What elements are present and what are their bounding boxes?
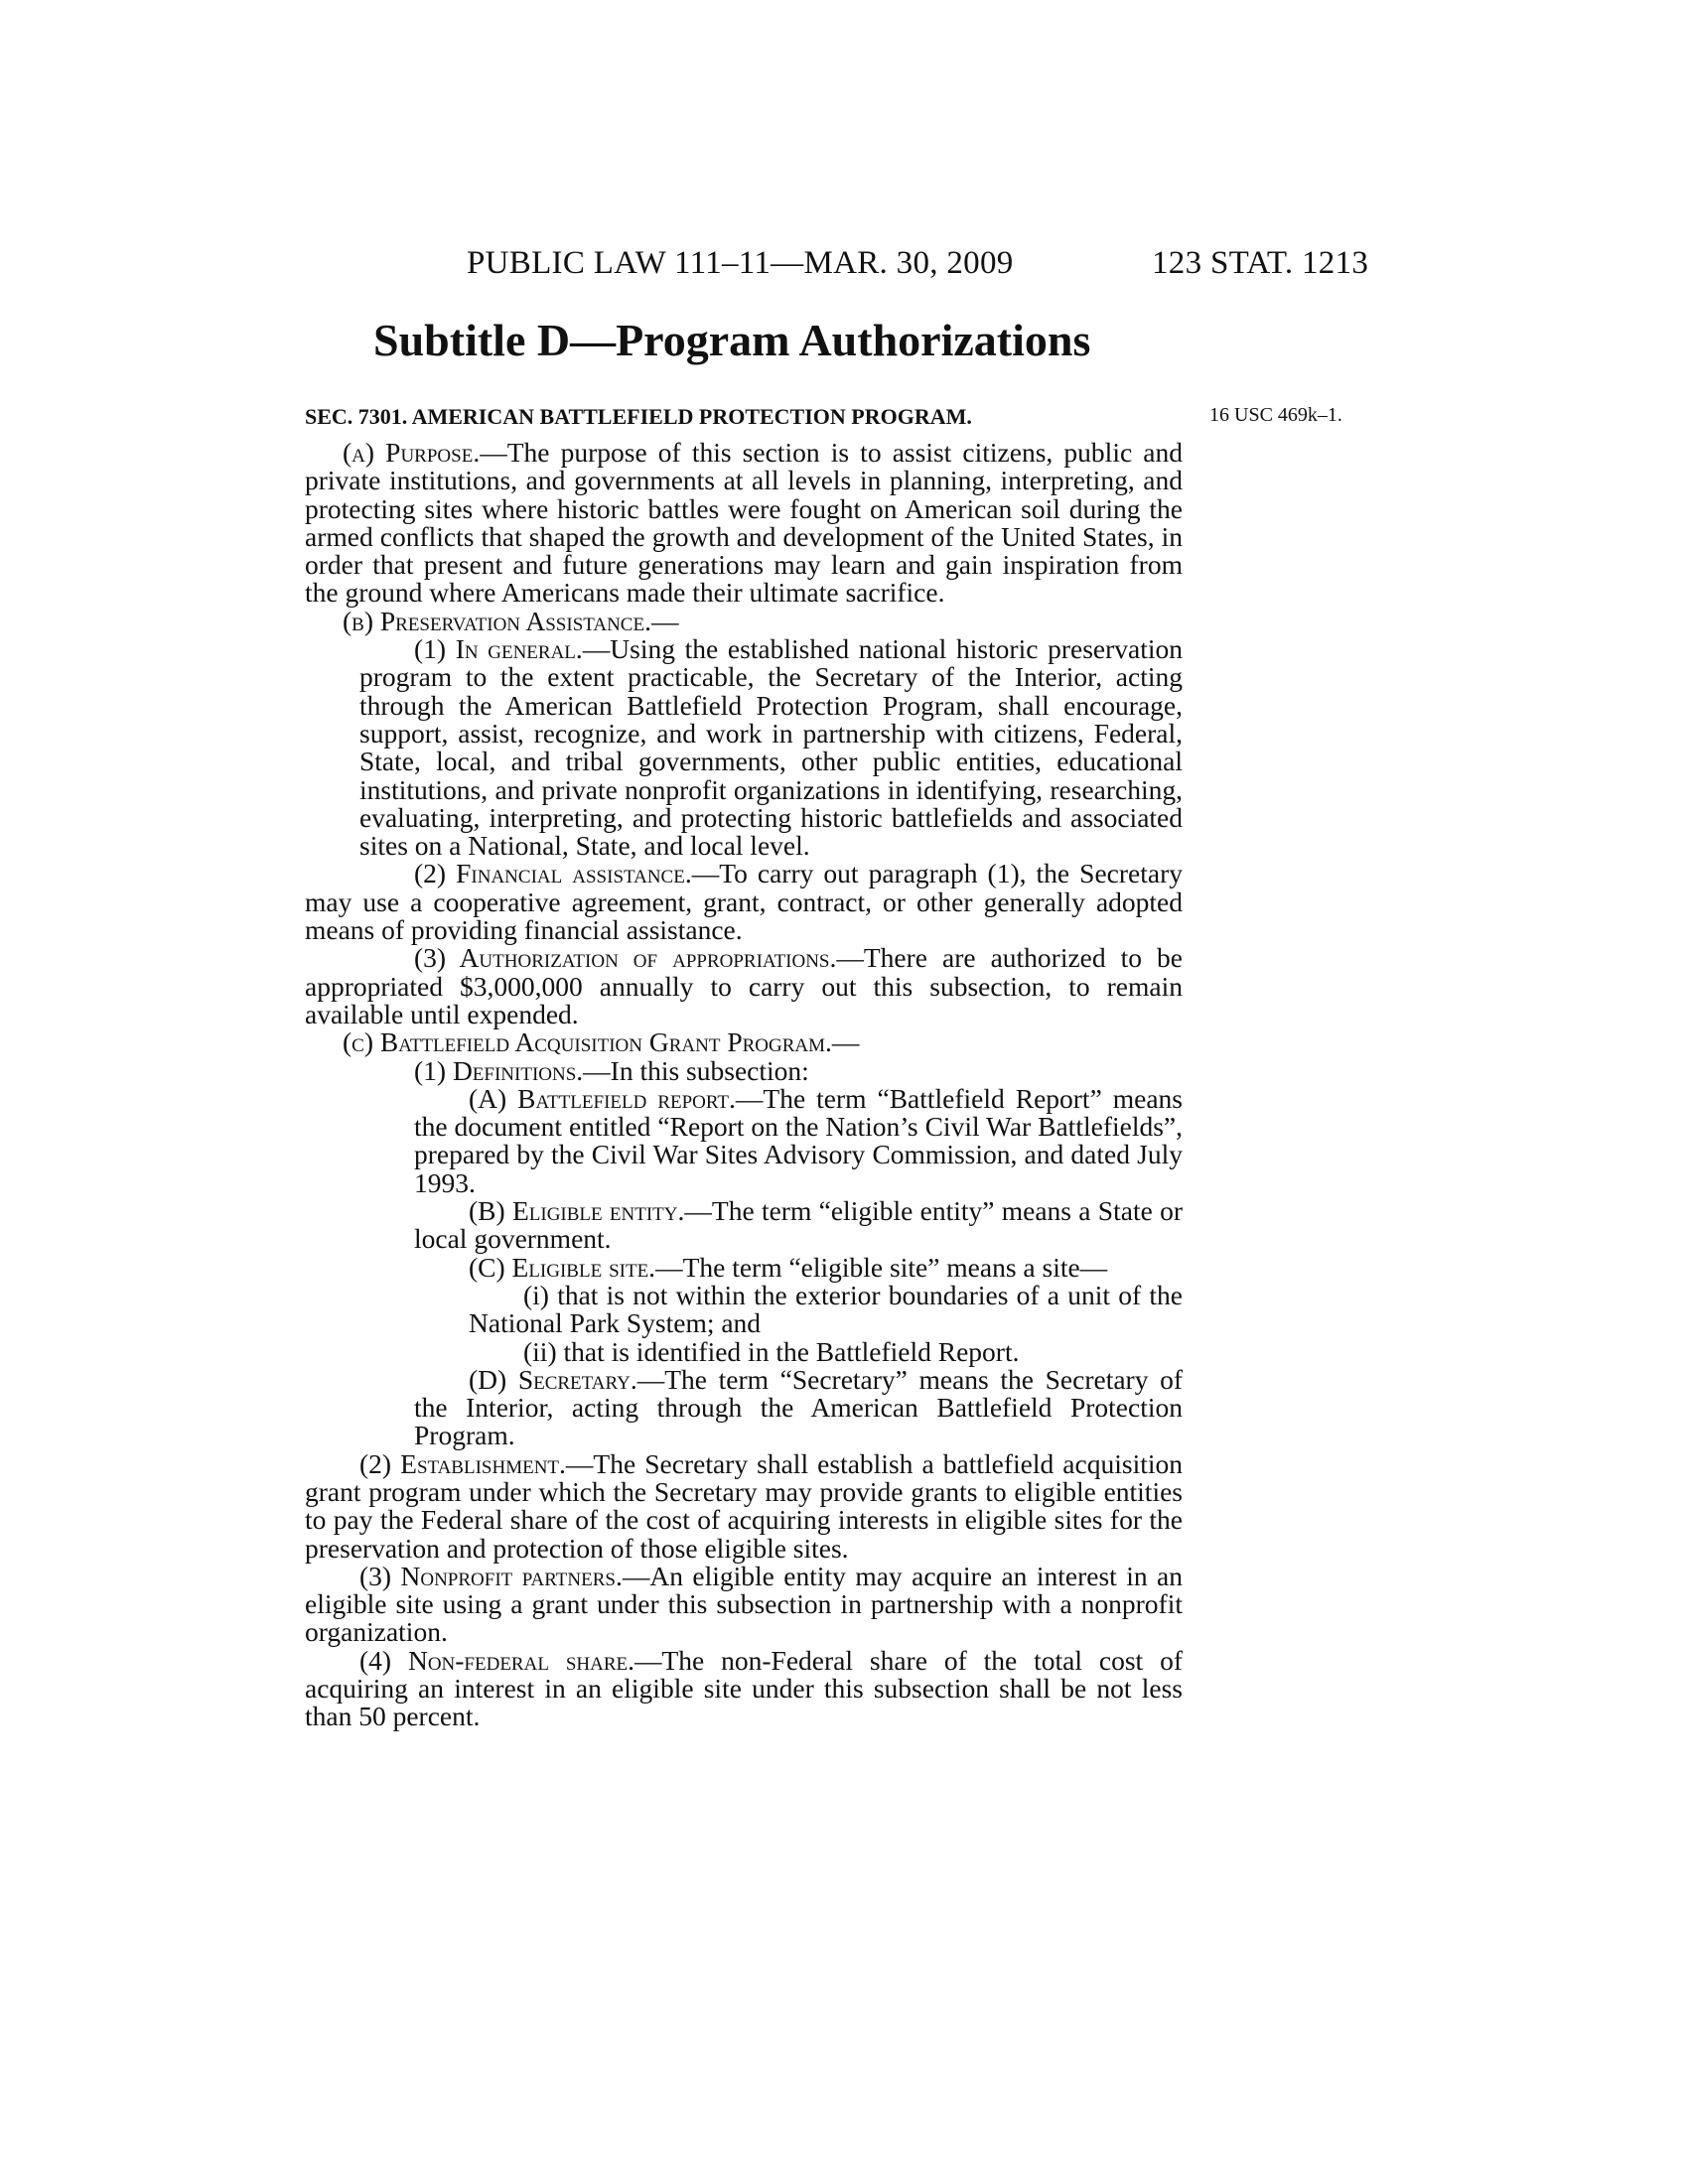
section-body [305, 439, 1183, 1731]
definition-a-text: —The term “Battlefield Report” means the document entitled “Report on the Nation’s Civil War Battlefields”, prepared by the Civil War Sites Advisory Commission, and dated July 1993. [414, 1082, 1184, 1198]
paragraph-c2-label: (2) Establishment. [359, 1447, 566, 1479]
paragraph-c1-text: —In this subsection: [583, 1054, 809, 1086]
subsection-c-label: (c) Battlefield Acquisition Grant Program. [343, 1026, 832, 1058]
clause-c-i [305, 1279, 1183, 1339]
paragraph-c3-label: (3) Nonprofit partners. [359, 1560, 623, 1591]
paragraph-b1-label: (1) In general. [414, 633, 583, 665]
paragraph-b2-label: (2) Financial assistance. [414, 858, 692, 889]
definition-c [305, 1251, 1183, 1283]
paragraph-b3-label: (3) Authorization of appropriations. [414, 942, 837, 974]
paragraph-b1 [305, 635, 1183, 860]
subsection-c [305, 1028, 1183, 1056]
subsection-a-text: —The purpose of this section is to assist citizens, public and private institutions, and governments at all levels in planning, interpreting, and protecting sites where historic battles were fought on American soil during the armed conflicts that shaped the growth and development of the United States, in order that present and future generations may learn and gain inspiration from the ground where Americans made their ultimate sacrifice. [305, 437, 1183, 609]
section-heading: SEC. 7301. AMERICAN BATTLEFIELD PROTECTION PROGRAM. [305, 404, 972, 429]
definition-a [305, 1082, 1184, 1198]
paragraph-b3-text: —There are authorized to be appropriated $3,000,000 annually to carry out this subsection, to remain available until expended. [305, 942, 1184, 1029]
paragraph-c2 [305, 1447, 1183, 1564]
paragraph-c4 [305, 1644, 1183, 1732]
definition-c-text: —The term “eligible site” means a site— [655, 1251, 1108, 1283]
paragraph-c4-text: —The non-Federal share of the total cost of acquiring an interest in an eligible site under this subsection shall be not less than 50 percent. [305, 1644, 1183, 1732]
running-head: PUBLIC LAW 111–11—MAR. 30, 2009 [467, 245, 1014, 281]
paragraph-c4-label: (4) Non-federal share. [359, 1644, 634, 1676]
paragraph-b2 [305, 860, 1183, 944]
statute-page-number: 123 STAT. 1213 [1152, 245, 1369, 281]
subtitle-heading: Subtitle D—Program Authorizations [373, 315, 1091, 365]
definition-a-label: (A) Battlefield report. [469, 1082, 736, 1114]
clause-c-ii [305, 1335, 1183, 1367]
clause-c-i-text: (i) that is not within the exterior boundaries of a unit of the National Park System; and [469, 1279, 1183, 1339]
paragraph-b3 [305, 944, 1183, 1028]
paragraph-c3-text: —An eligible entity may acquire an interest in an eligible site using a grant under this subsection in partnership with a nonprofit organization. [305, 1560, 1184, 1648]
definition-d [305, 1363, 1183, 1451]
paragraph-b2-text: —To carry out paragraph (1), the Secretary may use a cooperative agreement, grant, contract, or other generally adopted means of providing financial assistance. [305, 858, 1183, 946]
definition-b-label: (B) Eligible entity. [469, 1195, 685, 1227]
subsection-a [305, 439, 1183, 608]
paragraph-c1-label: (1) Definitions. [414, 1054, 584, 1086]
subsection-b-label: (b) Preservation Assistance. [343, 605, 651, 636]
subsection-b-text: — [650, 605, 679, 636]
subsection-a-label: (a) Purpose. [343, 437, 481, 468]
definition-d-text: —The term “Secretary” means the Secretary of the Interior, acting through the American Battlefield Protection Program. [414, 1363, 1183, 1451]
paragraph-b1-text: —Using the established national historic preservation program to the extent practicable, the Secretary of the Interior, acting through the American Battlefield Protection Program, shall encourage, support, assist, recognize, and work in partnership with citizens, Federal, State, local, and tribal governments, other public entities, educational institutions, and private nonprofit organizations in identifying, researching, evaluating, interpreting, and protecting historic battlefields and associated sites on a National, State, and local level. [359, 633, 1183, 862]
subsection-c-text: — [831, 1026, 860, 1058]
definition-d-label: (D) Secretary. [469, 1363, 637, 1395]
definition-b-text: —The term “eligible entity” means a State or local government. [414, 1195, 1183, 1255]
margin-citation: 16 USC 469k–1. [1209, 404, 1342, 426]
definition-c-label: (C) Eligible site. [469, 1251, 656, 1283]
definition-b [305, 1197, 1183, 1254]
paragraph-c1 [305, 1054, 1183, 1086]
subsection-b [305, 605, 1183, 636]
paragraph-c3 [305, 1560, 1184, 1648]
paragraph-c2-text: —The Secretary shall establish a battlefield acquisition grant program under which the Secretary may provide grants to eligible entities to pay the Federal share of the cost of acquiring interests in eligible sites for the preservation and protection of those eligible sites. [305, 1447, 1183, 1564]
clause-c-ii-text: (ii) that is identified in the Battlefield Report. [523, 1335, 1020, 1367]
